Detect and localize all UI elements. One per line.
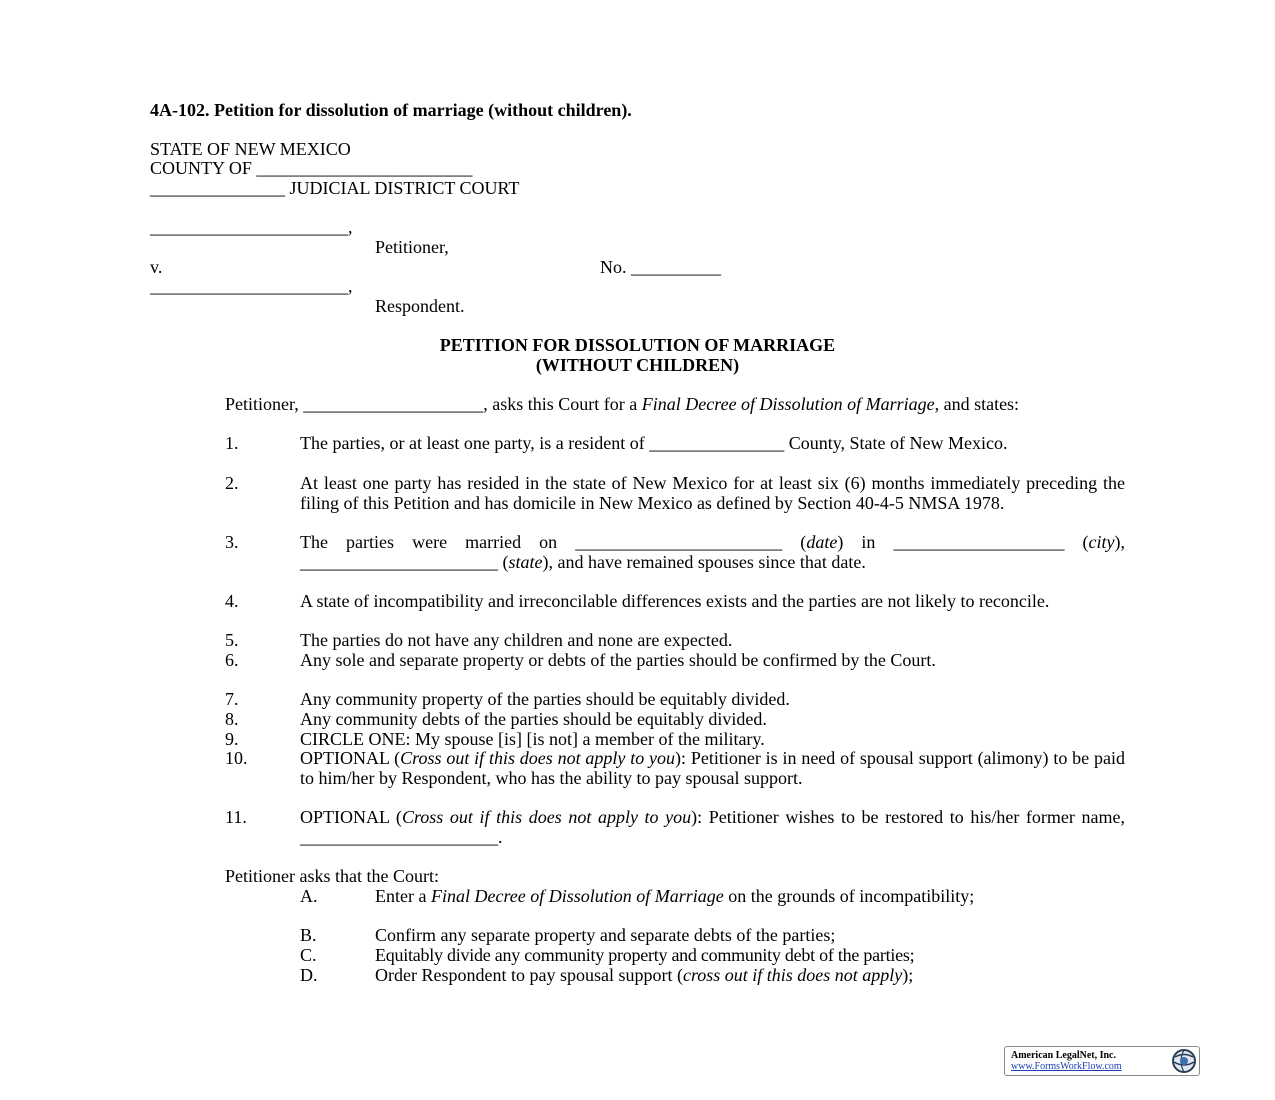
publisher-badge[interactable] (1004, 1046, 1200, 1076)
item-text: Any community debts of the parties should be equitably divided. (300, 709, 767, 729)
publisher-name: American LegalNet, Inc. (1011, 1050, 1116, 1061)
document-title: PETITION FOR DISSOLUTION OF MARRIAGE (439, 335, 836, 355)
globe-icon (1171, 1048, 1197, 1074)
respondent-name-blank: ______________________, (150, 276, 353, 296)
request-text: Enter a Final Decree of Dissolution of Marriage on the grounds of incompatibility; (375, 886, 975, 906)
intro-text: Petitioner, ____________________, asks this Court for a (225, 394, 642, 414)
item-number: 7. (225, 689, 239, 709)
item-text: The parties do not have any children and none are expected. (300, 630, 733, 650)
item-text: OPTIONAL (Cross out if this does not apply to you): Petitioner is in need of spousal support (alimony) to be paid to him/her by Respondent, who has the ability to pay spousal support. (300, 748, 1125, 788)
item-text: At least one party has resided in the state of New Mexico for at least six (6) months immediately preceding the filing of this Petition and has domicile in New Mexico as defined by Section 40-4-5 NMSA 1978. (300, 473, 1125, 513)
request-letter: B. (300, 925, 317, 945)
request-letter: A. (300, 886, 318, 906)
request-text: Confirm any separate property and separate debts of the parties; (375, 925, 836, 945)
item-number: 3. (225, 532, 239, 552)
item-text: OPTIONAL (Cross out if this does not apply to you): Petitioner wishes to be restored to his/her former name, ______________________. (300, 807, 1125, 847)
form-heading: 4A-102. Petition for dissolution of marriage (without children). (150, 100, 632, 120)
respondent-label: Respondent. (375, 296, 465, 316)
document-subtitle: (WITHOUT CHILDREN) (535, 355, 740, 375)
caption-state: STATE OF NEW MEXICO (150, 139, 351, 159)
item-text: CIRCLE ONE: My spouse [is] [is not] a member of the military. (300, 729, 765, 749)
caption-court: _______________ JUDICIAL DISTRICT COURT (150, 178, 520, 198)
item-text: A state of incompatibility and irreconcilable differences exists and the parties are not likely to reconcile. (300, 591, 1050, 611)
item-number: 6. (225, 650, 239, 670)
petitioner-name-blank: ______________________, (150, 217, 353, 237)
case-number: No. __________ (600, 257, 721, 277)
caption-county: COUNTY OF ________________________ (150, 158, 473, 178)
requests-lead: Petitioner asks that the Court: (225, 866, 439, 886)
item-number: 5. (225, 630, 239, 650)
item-text: The parties, or at least one party, is a resident of _______________ County, State of New Mexico. (300, 433, 1008, 453)
intro-paragraph (150, 395, 1125, 415)
request-letter: C. (300, 945, 317, 965)
item-text: Any sole and separate property or debts of the parties should be confirmed by the Court. (300, 650, 936, 670)
item-number: 9. (225, 729, 239, 749)
item-number: 10. (225, 748, 248, 768)
item-number: 2. (225, 473, 239, 493)
request-text: Equitably divide any community property and community debt of the parties; (375, 945, 915, 965)
item-number: 4. (225, 591, 239, 611)
item-text: Any community property of the parties should be equitably divided. (300, 689, 790, 709)
publisher-link[interactable]: www.FormsWorkFlow.com (1011, 1061, 1122, 1072)
item-number: 1. (225, 433, 239, 453)
intro-decree-title: Final Decree of Dissolution of Marriage (641, 394, 935, 414)
item-text: The parties were married on _______________________ (date) in ___________________ (city), ______________________ (state), and have remained spouses since that date. (300, 532, 1125, 572)
request-text: Order Respondent to pay spousal support (cross out if this does not apply); (375, 965, 914, 985)
item-number: 8. (225, 709, 239, 729)
request-letter: D. (300, 965, 318, 985)
versus-label: v. (150, 257, 163, 277)
intro-text-end: , and states: (934, 394, 1020, 414)
item-number: 11. (225, 807, 247, 827)
petitioner-label: Petitioner, (375, 237, 449, 257)
